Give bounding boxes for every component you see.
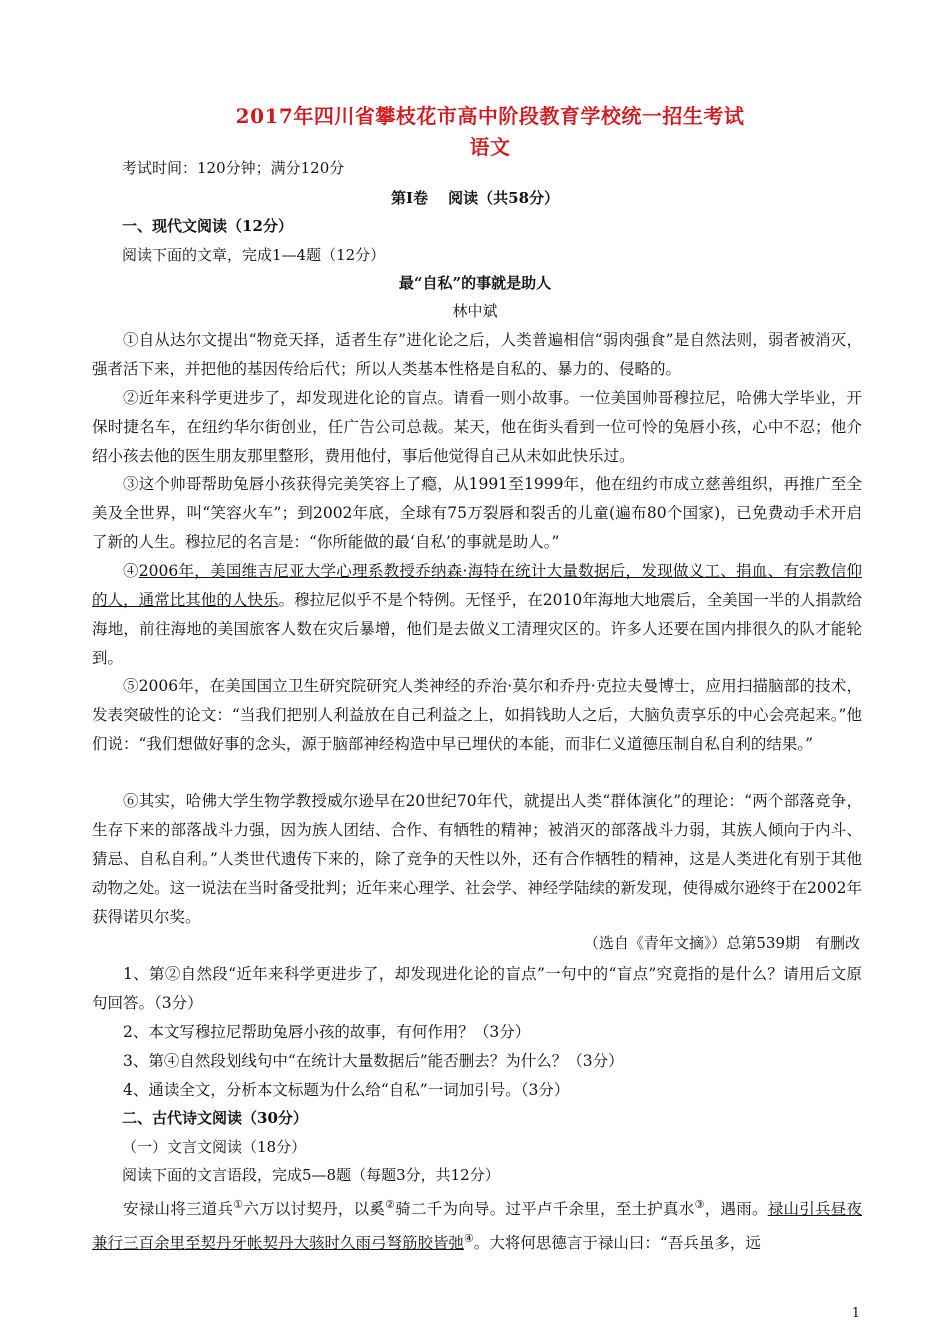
- footnote-marker: ①: [233, 1198, 244, 1211]
- article-source: （选自《青年文摘》）总第539期 有删改: [583, 934, 860, 952]
- instruction-1: 阅读下面的文章，完成1—4题（12分）: [122, 246, 386, 264]
- footnote-marker: ③: [694, 1198, 705, 1211]
- classical-text: 安禄山将三道兵: [123, 1200, 234, 1219]
- exam-title: 2017年四川省攀枝花市高中阶段教育学校统一招生考试: [235, 104, 745, 128]
- paragraph-4-rest: 。穆拉尼似乎不是个特例。无怪乎，在2010年海地大地震后，全美国一半的人捐款给海地，前往海地的美国旅客人数在灾后暴增，他们是去做义工清理灾区的。许多人还要在国内排很久的队才能轮到。: [92, 591, 862, 667]
- paragraph-3: ③这个帅哥帮助兔唇小孩获得完美笑容上了瘾，从1991至1999年，他在纽约市成立慈善组织，再推广至全美及全世界，叫“笑容火车”；到2002年底，全球有75万裂唇和裂舌的儿童(遍布80个国家)，已免费动手术开启了新的人生。穆拉尼的名言是：“你所能做的最‘自私’的事就是助人。”: [92, 475, 862, 551]
- underlined-sentence: 2006年，美国维吉尼亚大学心理系教授乔纳森·海特在统计大量数据后，发现做义工、捐血、有宗教信仰的人，通常比其他的人快乐: [92, 562, 862, 609]
- article-author: 林中斌: [452, 302, 498, 320]
- classical-text: ，遇雨。: [704, 1200, 768, 1219]
- classical-text: 骑二千为向导。过平卢千余里，至土护真水: [395, 1200, 695, 1219]
- instruction-2: 阅读下面的文言语段，完成5—8题（每题3分，共12分）: [122, 1166, 500, 1184]
- paragraph-2: ②近年来科学更进步了，却发现进化论的盲点。请看一则小故事。一位美国帅哥穆拉尼，哈佛大学毕业，开保时捷名车，在纽约华尔街创业，任广告公司总裁。某天，他在街头看到一位可怜的兔唇小孩，心中不忍；他介绍小孩去他的医生朋友那里整形，费用他付，事后他觉得自己从未如此快乐过。: [92, 389, 862, 465]
- paragraph-4-number: ④: [123, 562, 139, 580]
- classical-text: 六万以讨契丹，以奚: [243, 1200, 386, 1219]
- part-heading: 第Ⅰ卷 阅读（共58分）: [390, 189, 560, 207]
- section2-heading: 二、古代诗文阅读（30分）: [122, 1109, 308, 1127]
- subsection1-heading: （一）文言文阅读（18分）: [122, 1138, 307, 1156]
- underlined-classical-sentence: 禄山引兵昼夜兼行三百余里至契丹牙帐契丹大骇时久雨弓弩筋胶皆弛: [92, 1200, 862, 1253]
- classical-passage: [92, 1190, 862, 1258]
- footnote-marker: ④: [464, 1232, 474, 1246]
- paragraph-5: ⑤2006年，在美国国立卫生研究院研究人类神经的乔治·莫尔和乔丹·克拉夫曼博士，应用扫描脑部的技术，发表突破性的论文：“当我们把别人利益放在自己利益之上，如捐钱助人之后，大脑负责享乐的中心会亮起来。”他们说：“我们想做好事的念头，源于脑部神经构造中早已埋伏的本能，而非仁义道德压制自私自利的结果。”: [92, 677, 862, 753]
- subject-title: 语文: [469, 135, 511, 159]
- question-3: 3、第④自然段划线句中“在统计大量数据后”能否删去？为什么？（3分）: [123, 1052, 624, 1070]
- article-title: 最“自私”的事就是助人: [398, 274, 552, 292]
- footnote-marker: ②: [385, 1198, 396, 1211]
- exam-info: 考试时间：120分钟；满分120分: [122, 159, 345, 177]
- question-1: 1、第②自然段“近年来科学更进步了，却发现进化论的盲点”一句中的“盲点”究竟指的是什么？请用后文原句回答。（3分）: [92, 965, 862, 1012]
- paragraph-6: ⑥其实，哈佛大学生物学教授威尔逊早在20世纪70年代，就提出人类“群体演化”的理论：“两个部落竞争，生存下来的部落战斗力强，因为族人团结、合作、有牺牲的精神；被消灭的部落战斗力弱，其族人倾向于内斗、猜忌、自私自利。”人类世代遗传下来的，除了竞争的天性以外，还有合作牺牲的精神，这是人类进化有别于其他动物之处。这一说法在当时备受批判；近年来心理学、社会学、神经学陆续的新发现，使得威尔逊终于在2002年获得诺贝尔奖。: [92, 792, 862, 926]
- question-4: 4、通读全文，分析本文标题为什么给“自私”一词加引号。（3分）: [123, 1081, 570, 1099]
- paragraph-4: [92, 557, 862, 673]
- page-number: 1: [851, 1306, 860, 1321]
- classical-text: 。大将何思德言于禄山曰：“吾兵虽多，远: [473, 1234, 761, 1253]
- paragraph-1: ①自从达尔文提出“物竞天择，适者生存”进化论之后，人类普遍相信“弱肉强食”是自然法则，弱者被消灭，强者活下来，并把他的基因传给后代；所以人类基本性格是自私的、暴力的、侵略的。: [92, 331, 862, 378]
- question-2: 2、本文写穆拉尼帮助兔唇小孩的故事，有何作用？（3分）: [123, 1023, 531, 1041]
- section1-heading: 一、现代文阅读（12分）: [122, 217, 293, 235]
